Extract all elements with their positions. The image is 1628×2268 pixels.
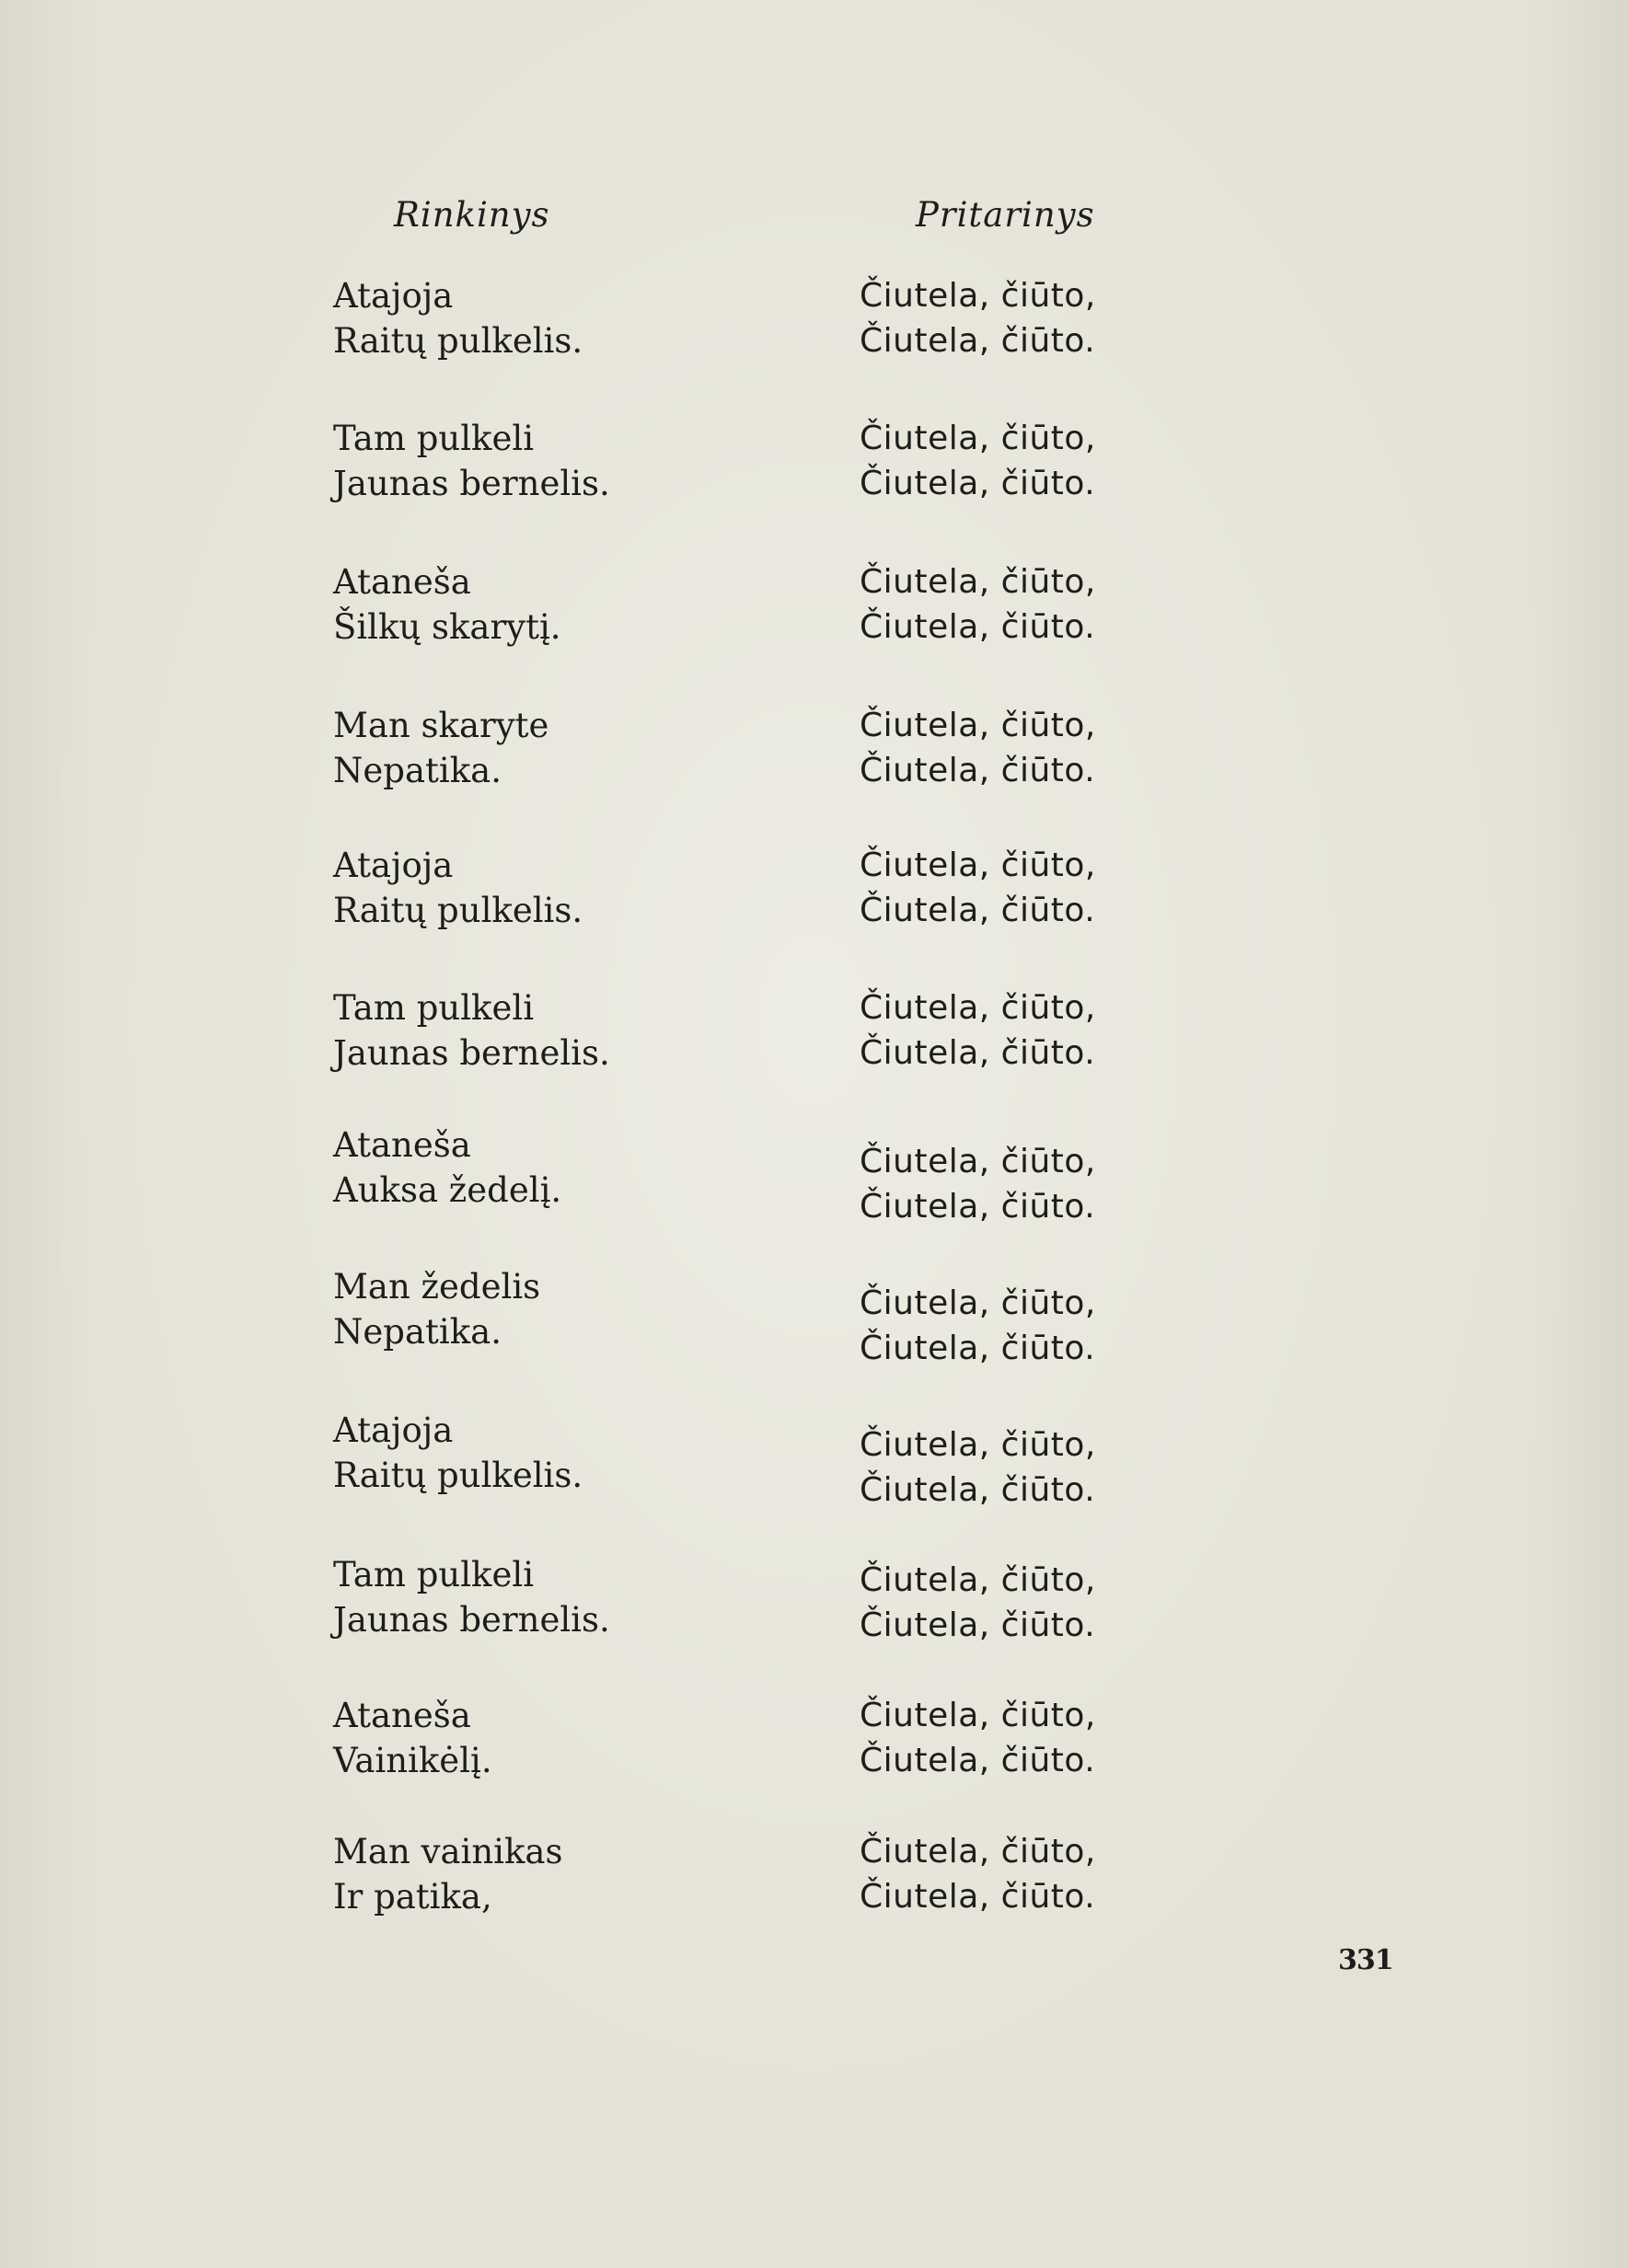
refrain-lines [860, 703, 1096, 793]
page-number: 331 [1338, 1944, 1393, 1976]
refrain-line: Čiutela, čiūto, [860, 1284, 1096, 1322]
refrain-line: Čiutela, čiūto. [860, 1471, 1096, 1509]
refrain-lines [860, 416, 1096, 506]
verse-line: Auksa žedelį. [333, 1170, 562, 1210]
refrain-line: Čiutela, čiūto, [860, 563, 1096, 601]
refrain-lines [860, 1422, 1096, 1513]
verse-line: Man vainikas [333, 1832, 563, 1871]
verse-line: Jaunas bernelis. [333, 464, 610, 503]
refrain-line: Čiutela, čiūto, [860, 1561, 1096, 1599]
verse-lines [333, 1408, 583, 1498]
verse-line: Raitų pulkelis. [333, 321, 583, 361]
verse-lines [333, 1693, 492, 1783]
verse-line: Atajoja [333, 846, 454, 885]
refrain-line: Čiutela, čiūto, [860, 707, 1096, 744]
refrain-line: Čiutela, čiūto, [860, 1697, 1096, 1734]
refrain-line: Čiutela, čiūto. [860, 1330, 1096, 1367]
refrain-line: Čiutela, čiūto, [860, 989, 1096, 1027]
refrain-line: Čiutela, čiūto. [860, 1606, 1096, 1644]
verse-lines [333, 559, 561, 650]
refrain-lines [860, 1139, 1096, 1229]
verse-line: Tam pulkeli [333, 419, 535, 458]
column-header-pritarinys: Pritarinys [916, 195, 1095, 235]
refrain-lines [860, 1693, 1096, 1783]
verse-lines [333, 416, 610, 506]
verse-line: Šilkų skarytį. [333, 607, 561, 647]
refrain-lines [860, 1829, 1096, 1919]
verse-line: Man skaryte [333, 706, 549, 745]
verse-lines [333, 703, 548, 793]
verse-lines [333, 1264, 540, 1354]
verse-line: Atajoja [333, 1410, 454, 1450]
refrain-line: Čiutela, čiūto. [860, 608, 1096, 646]
verse-line: Tam pulkeli [333, 988, 535, 1028]
verse-lines [333, 1122, 561, 1213]
refrain-line: Čiutela, čiūto. [860, 465, 1096, 502]
verse-line: Vainikėlį. [333, 1741, 492, 1780]
verse-line: Ataneša [333, 562, 471, 602]
verse-line: Ataneša [333, 1125, 471, 1165]
refrain-lines [860, 273, 1096, 363]
refrain-line: Čiutela, čiūto, [860, 1833, 1096, 1871]
verse-line: Nepatika. [333, 751, 502, 790]
verse-line: Ir patika, [333, 1877, 492, 1917]
verse-line: Jaunas bernelis. [333, 1033, 610, 1073]
refrain-lines [860, 559, 1096, 650]
refrain-lines [860, 985, 1096, 1076]
refrain-line: Čiutela, čiūto. [860, 1188, 1096, 1226]
refrain-line: Čiutela, čiūto. [860, 1742, 1096, 1779]
verse-line: Jaunas bernelis. [333, 1600, 610, 1640]
refrain-lines [860, 1281, 1096, 1371]
verse-line: Raitų pulkelis. [333, 1456, 583, 1495]
verse-lines [333, 273, 583, 363]
verse-line: Tam pulkeli [333, 1555, 535, 1595]
refrain-line: Čiutela, čiūto. [860, 892, 1096, 929]
refrain-line: Čiutela, čiūto, [860, 846, 1096, 884]
column-header-rinkinys: Rinkinys [394, 195, 550, 235]
refrain-line: Čiutela, čiūto, [860, 1426, 1096, 1464]
refrain-lines [860, 1558, 1096, 1648]
refrain-line: Čiutela, čiūto, [860, 277, 1096, 315]
verse-line: Nepatika. [333, 1312, 502, 1352]
refrain-line: Čiutela, čiūto. [860, 322, 1096, 360]
verse-line: Ataneša [333, 1696, 471, 1735]
verse-line: Raitų pulkelis. [333, 891, 583, 930]
refrain-line: Čiutela, čiūto, [860, 420, 1096, 457]
refrain-lines [860, 843, 1096, 933]
verse-line: Atajoja [333, 276, 454, 316]
verse-line: Man žedelis [333, 1267, 541, 1307]
verse-lines [333, 1552, 610, 1642]
verse-lines [333, 985, 610, 1076]
refrain-line: Čiutela, čiūto. [860, 1878, 1096, 1916]
refrain-line: Čiutela, čiūto. [860, 752, 1096, 789]
verse-lines [333, 1829, 562, 1919]
refrain-line: Čiutela, čiūto, [860, 1143, 1096, 1180]
verse-lines [333, 843, 583, 933]
refrain-line: Čiutela, čiūto. [860, 1034, 1096, 1072]
